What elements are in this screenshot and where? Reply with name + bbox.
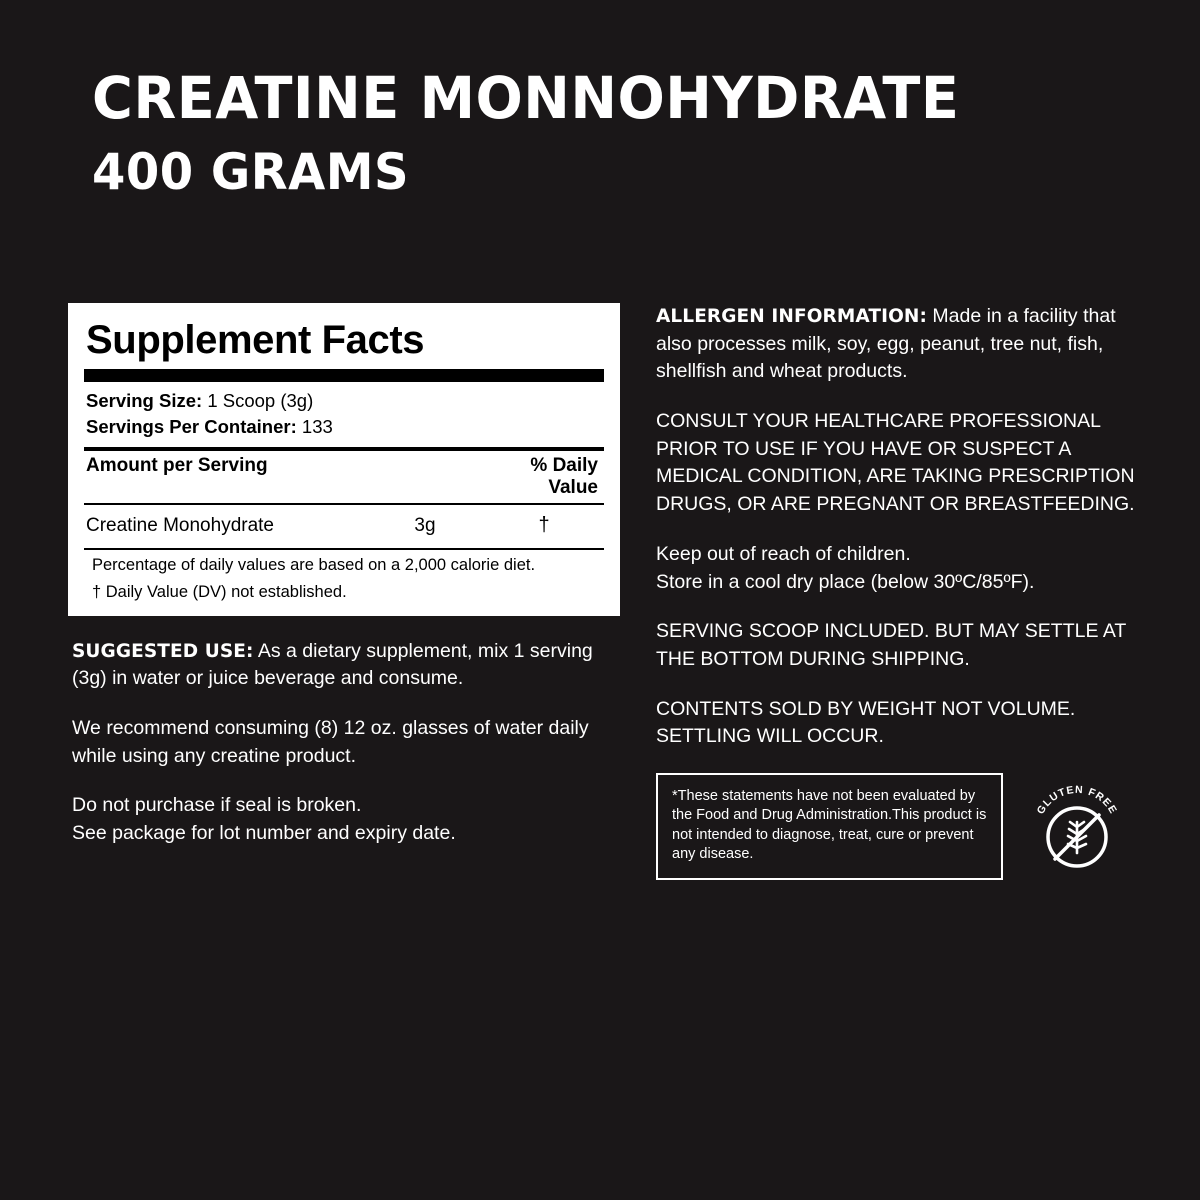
gluten-free-icon [1025,775,1129,879]
servings-per-container-label: Servings Per Container: [86,416,297,438]
servings-per-container-row [86,414,604,440]
divider-medium [84,447,604,451]
nutrient-name: Creatine Monohydrate [86,514,274,536]
suggested-use-paragraph [72,638,620,693]
right-column [656,303,1143,880]
serving-size-label: Serving Size: [86,390,203,411]
consult-warning: CONSULT YOUR HEALTHCARE PROFESSIONAL PRIOR TO USE IF YOU HAVE OR SUSPECT A MEDICAL CONDITION, ARE TAKING PRESCRIPTION DRUGS, OR ARE PREGNANT OR BREASTFEEDING. [656,410,1135,516]
disclaimer-row [656,773,1143,880]
weight-notice-line-2: SETTLING WILL OCCUR. [656,725,884,748]
seal-notice-paragraph [72,792,620,847]
usage-instructions [68,638,620,848]
fda-disclaimer: *These statements have not been evaluated by the Food and Drug Administration.This product is not intended to diagnose, treat, cure or prevent any disease. [656,773,1003,880]
allergen-label: ALLERGEN INFORMATION: [656,306,928,327]
supplement-facts-title: Supplement Facts [86,318,425,362]
facts-table-header [86,455,604,499]
weight-notice [656,696,1143,751]
nutrient-amount: 3g [414,514,436,536]
allergen-text: Made in a facility that also processes milk, soy, egg, peanut, tree nut, fish, shellfish and wheat products. [656,305,1116,383]
column-header-amount: Amount per Serving [86,454,268,476]
scoop-notice: SERVING SCOOP INCLUDED. BUT MAY SETTLE AT THE BOTTOM DURING SHIPPING. [656,620,1126,670]
product-size: 400 GRAMS [92,142,410,201]
page-title: CREATINE MONNOHYDRATE [92,64,960,132]
supplement-facts-panel [68,303,620,616]
suggested-use-text: As a dietary supplement, mix 1 serving (3g) in water or juice beverage and consume. [72,639,593,690]
left-column [68,303,620,848]
divider-thin-bottom [84,548,604,550]
keep-out-of-reach-line: Keep out of reach of children. [656,542,911,565]
servings-per-container-value: 133 [301,416,333,438]
storage-notice [656,541,1143,596]
nutrient-daily-value: † [538,513,550,536]
header [0,0,1200,200]
label-body [68,303,1143,880]
serving-size-row [86,388,604,414]
divider-thin-top [84,503,604,505]
seal-notice-line-1: Do not purchase if seal is broken. [72,794,362,817]
table-row [86,509,604,544]
facts-footnote-2: † Daily Value (DV) not established. [92,582,347,601]
seal-notice-line-2: See package for lot number and expiry date. [72,822,456,845]
allergen-information [656,303,1143,386]
facts-footnote-1: Percentage of daily values are based on a 2,000 calorie diet. [92,555,536,574]
divider-thick [84,369,604,382]
storage-line: Store in a cool dry place (below 30ºC/85ºF). [656,570,1035,593]
weight-notice-line-1: CONTENTS SOLD BY WEIGHT NOT VOLUME. [656,697,1076,720]
water-recommendation-paragraph: We recommend consuming (8) 12 oz. glasses of water daily while using any creatine product. [72,717,589,767]
serving-size-value: 1 Scoop (3g) [207,390,314,411]
suggested-use-label: SUGGESTED USE: [72,640,254,662]
column-header-daily-value: % Daily Value [530,454,598,498]
svg-text:GLUTEN FREE: GLUTEN FREE [1034,783,1120,817]
